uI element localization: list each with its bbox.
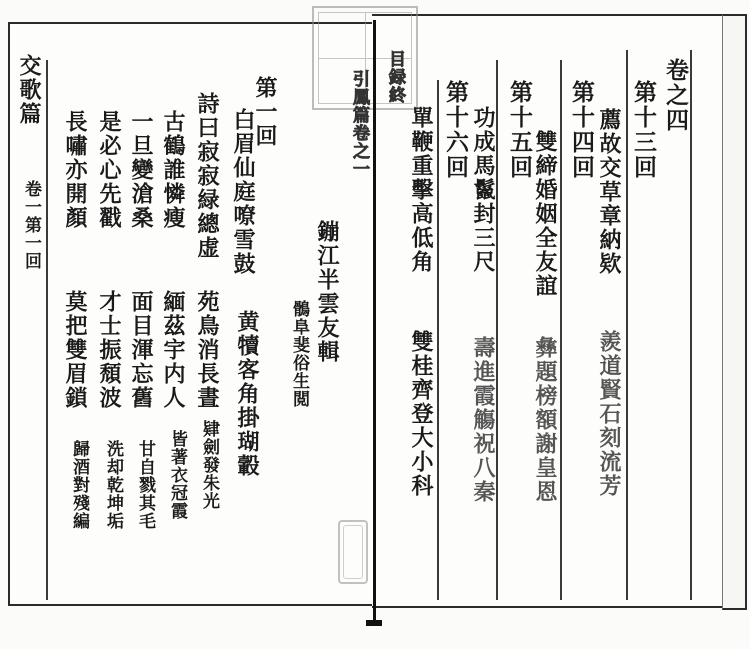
chapter-title: 壽進霞觴祝八秦 bbox=[470, 336, 496, 504]
chapter-title: 彝題榜額謝皇恩 bbox=[532, 336, 558, 504]
poem-line: 肄劍發朱光 bbox=[199, 420, 219, 510]
poem-line: 甘自戮其毛 bbox=[135, 440, 155, 530]
poem-line: 一旦變滄桑 bbox=[128, 110, 154, 230]
chapter-title: 薦故交草章納欵 bbox=[596, 108, 622, 276]
poem-line: 是必心先戳 bbox=[96, 110, 122, 230]
author-line: 黄犢客角掛瑚轂 bbox=[234, 310, 260, 478]
chapter-title: 雙桂齊登大小科 bbox=[408, 330, 434, 498]
chapter-title: 白眉仙庭嘹雪鼓 bbox=[230, 108, 256, 276]
poem-line: 皆著衣冠霞 bbox=[167, 430, 187, 520]
small-stamp bbox=[338, 520, 368, 584]
book-gutter bbox=[373, 20, 376, 626]
chapter-title: 單鞭重擊高低角 bbox=[408, 106, 434, 274]
volume-label: 卷之四 bbox=[662, 58, 689, 133]
chapter-title: 功成馬鬣封三尺 bbox=[470, 106, 496, 274]
chapter-number: 第十三回 bbox=[630, 80, 657, 180]
chapter-number: 第十五回 bbox=[506, 80, 533, 180]
margin-title: 交歌篇 bbox=[16, 54, 42, 126]
chapter-heading: 第一回 bbox=[252, 76, 278, 148]
chapter-number: 第十四回 bbox=[568, 80, 595, 180]
commentator-line: 鶻阜斐俗生閲 bbox=[289, 300, 309, 408]
chapter-title: 羨道賢石刻流芳 bbox=[596, 330, 622, 498]
editor-line: 鏰江半雲友輯 bbox=[314, 220, 340, 364]
margin-rule bbox=[46, 60, 48, 600]
column-rule bbox=[437, 80, 439, 600]
right-page-rim bbox=[722, 14, 747, 610]
poem-line: 洗却乾坤垢 bbox=[103, 440, 123, 530]
margin-volume: 卷一第一回 bbox=[21, 180, 41, 270]
poem-line: 苑鳥消長晝 bbox=[194, 290, 220, 410]
poem-line: 才士振頹波 bbox=[96, 290, 122, 410]
poem-line: 莫把雙眉鎖 bbox=[62, 290, 88, 410]
column-rule bbox=[690, 50, 692, 600]
column-rule bbox=[560, 60, 562, 600]
toc-end-label: 目録終 bbox=[385, 50, 405, 104]
chapter-title: 雙締婚姻全友誼 bbox=[532, 130, 558, 298]
gutter-tab bbox=[366, 620, 382, 626]
column-rule bbox=[496, 60, 498, 600]
poem-line: 歸酒對殘編 bbox=[69, 440, 89, 530]
sub-title: 引鳳篇卷之一 bbox=[349, 70, 369, 178]
poem-intro: 詩曰寂寂緑總虚 bbox=[194, 92, 220, 260]
column-rule bbox=[626, 50, 628, 600]
poem-line: 緬茲宇内人 bbox=[160, 290, 186, 410]
poem-line: 面目渾忘舊 bbox=[128, 290, 154, 410]
poem-line: 長嘯亦開顏 bbox=[62, 110, 88, 230]
poem-line: 古鶴誰憐瘦 bbox=[160, 110, 186, 230]
chapter-number: 第十六回 bbox=[442, 80, 469, 180]
